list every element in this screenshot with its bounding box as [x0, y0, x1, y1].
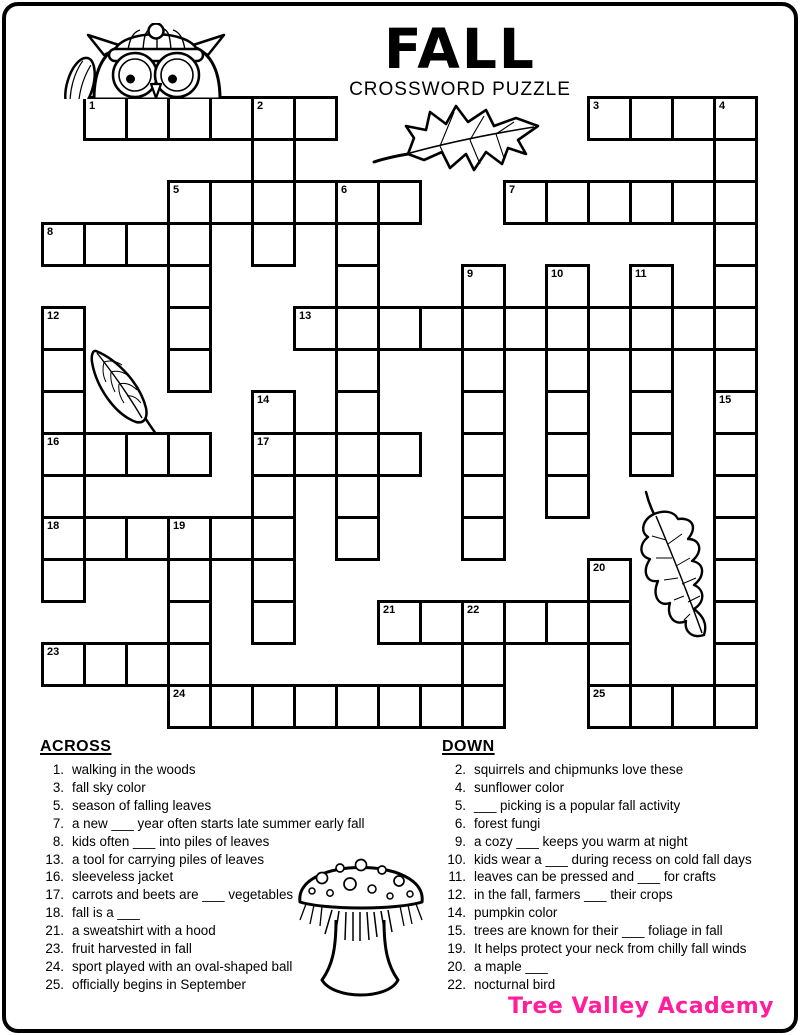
grid-cell[interactable] — [713, 348, 758, 393]
down-clue-list — [440, 761, 792, 994]
grid-cell[interactable] — [713, 516, 758, 561]
grid-cell[interactable] — [545, 306, 590, 351]
grid-cell[interactable] — [629, 684, 674, 729]
grid-cell[interactable] — [41, 222, 86, 267]
grid-cell[interactable] — [671, 180, 716, 225]
across-clue — [38, 904, 430, 922]
grid-cell[interactable] — [251, 180, 296, 225]
grid-cell[interactable] — [167, 684, 212, 729]
site-branding: Tree Valley Academy — [508, 994, 774, 1019]
grid-cell[interactable] — [83, 96, 128, 141]
page-title: FALL — [384, 17, 536, 81]
down-clue — [440, 833, 792, 851]
across-clue-list — [38, 761, 430, 994]
across-clue — [38, 779, 430, 797]
grid-cell[interactable] — [251, 432, 296, 477]
grid-cell[interactable] — [125, 222, 170, 267]
grid-cell[interactable] — [545, 264, 590, 309]
cell-number: 24 — [173, 688, 186, 700]
cell-number: 1 — [89, 100, 96, 112]
clue-number: 5. — [454, 797, 466, 813]
clue-number: 18. — [45, 905, 64, 921]
grid-cell[interactable] — [713, 264, 758, 309]
grid-cell[interactable] — [419, 306, 464, 351]
cell-number: 16 — [47, 436, 60, 448]
clue-text: officially begins in September — [72, 976, 246, 992]
grid-cell[interactable] — [587, 96, 632, 141]
grid-cell[interactable] — [167, 642, 212, 687]
clue-text: It helps protect your neck from chilly fall winds — [474, 941, 747, 957]
clue-number: 1. — [52, 762, 64, 777]
grid-cell[interactable] — [125, 516, 170, 561]
grid-cell[interactable] — [251, 600, 296, 645]
clue-text: a tool for carrying piles of leaves — [72, 851, 265, 867]
clue-number: 23. — [45, 941, 64, 957]
grid-cell[interactable] — [629, 264, 674, 309]
clue-text: kids wear a ___ during recess on cold fall days — [474, 851, 752, 867]
cell-number: 21 — [383, 604, 396, 616]
down-clue — [440, 797, 792, 815]
grid-cell[interactable] — [83, 432, 128, 477]
grid-cell[interactable] — [545, 180, 590, 225]
clue-text: nocturnal bird — [474, 976, 556, 992]
clue-text: walking in the woods — [72, 762, 196, 777]
grid-cell[interactable] — [335, 474, 380, 519]
clue-text: sleeveless jacket — [72, 869, 174, 885]
grid-cell[interactable] — [167, 264, 212, 309]
cell-number: 20 — [593, 562, 606, 574]
cell-number: 14 — [257, 394, 270, 406]
clue-text: fall sky color — [72, 779, 146, 795]
grid-cell[interactable] — [461, 600, 506, 645]
grid-cell[interactable] — [671, 96, 716, 141]
grid-cell[interactable] — [167, 516, 212, 561]
grid-cell[interactable] — [713, 642, 758, 687]
grid-cell[interactable] — [377, 306, 422, 351]
grid-cell[interactable] — [587, 558, 632, 603]
clue-number: 21. — [45, 923, 64, 939]
clue-number: 11. — [448, 869, 466, 885]
grid-cell[interactable] — [587, 600, 632, 645]
grid-cell[interactable] — [335, 180, 380, 225]
grid-cell[interactable] — [167, 432, 212, 477]
grid-cell[interactable] — [713, 180, 758, 225]
grid-cell[interactable] — [167, 96, 212, 141]
clue-number: 6. — [454, 815, 466, 831]
grid-cell[interactable] — [713, 558, 758, 603]
across-clue — [38, 976, 430, 994]
grid-cell[interactable] — [83, 516, 128, 561]
clue-text: season of falling leaves — [72, 797, 212, 813]
grid-cell[interactable] — [293, 432, 338, 477]
across-clue — [38, 958, 430, 976]
clue-text: a cozy ___ keeps you warm at night — [474, 833, 688, 849]
grid-cell[interactable] — [629, 432, 674, 477]
down-clue — [440, 958, 792, 976]
grid-cell[interactable] — [41, 348, 86, 393]
down-heading: DOWN — [442, 738, 495, 755]
page-subtitle: CROSSWORD PUZZLE — [349, 79, 571, 100]
grid-cell[interactable] — [503, 306, 548, 351]
grid-cell[interactable] — [671, 684, 716, 729]
cell-number: 13 — [299, 310, 312, 322]
clue-number: 5. — [52, 797, 64, 813]
clue-text: fruit harvested in fall — [72, 941, 192, 957]
clue-number: 25. — [45, 976, 64, 992]
grid-cell[interactable] — [335, 516, 380, 561]
grid-cell[interactable] — [377, 180, 422, 225]
grid-cell[interactable] — [251, 222, 296, 267]
grid-cell[interactable] — [545, 474, 590, 519]
grid-cell[interactable] — [713, 684, 758, 729]
grid-cell[interactable] — [461, 432, 506, 477]
grid-cell[interactable] — [713, 432, 758, 477]
clue-text: carrots and beets are ___ vegetables — [72, 887, 294, 903]
clue-number: 19. — [447, 941, 466, 957]
grid-cell[interactable] — [167, 306, 212, 351]
clue-number: 13. — [45, 851, 64, 867]
grid-cell[interactable] — [629, 306, 674, 351]
grid-cell[interactable] — [167, 180, 212, 225]
clue-text: kids often ___ into piles of leaves — [72, 833, 270, 849]
grid-cell[interactable] — [167, 348, 212, 393]
grid-cell[interactable] — [209, 96, 254, 141]
down-clue — [440, 886, 792, 904]
down-clue — [440, 851, 792, 869]
clue-text: a new ___ year often starts late summer early fall — [72, 815, 365, 831]
grid-cell[interactable] — [503, 180, 548, 225]
clue-text: in the fall, farmers ___ their crops — [474, 887, 673, 903]
oak-leaf-icon — [634, 490, 714, 642]
birch-leaf-icon — [84, 346, 172, 446]
down-clue — [440, 940, 792, 958]
clue-number: 4. — [454, 779, 466, 795]
cell-number: 17 — [257, 436, 270, 448]
grid-cell[interactable] — [251, 516, 296, 561]
grid-cell[interactable] — [461, 390, 506, 435]
grid-cell[interactable] — [545, 390, 590, 435]
grid-cell[interactable] — [293, 180, 338, 225]
grid-cell[interactable] — [125, 642, 170, 687]
grid-cell[interactable] — [41, 306, 86, 351]
grid-cell[interactable] — [713, 222, 758, 267]
grid-cell[interactable] — [293, 96, 338, 141]
cell-number: 19 — [173, 520, 186, 532]
clue-text: leaves can be pressed and ___ for crafts — [474, 869, 716, 885]
cell-number: 18 — [47, 520, 60, 532]
grid-cell[interactable] — [461, 264, 506, 309]
grid-cell[interactable] — [251, 96, 296, 141]
grid-cell[interactable] — [335, 348, 380, 393]
grid-cell[interactable] — [335, 432, 380, 477]
down-clue — [440, 868, 792, 886]
grid-cell[interactable] — [587, 306, 632, 351]
grid-cell[interactable] — [251, 474, 296, 519]
across-clue — [38, 922, 430, 940]
grid-cell[interactable] — [335, 390, 380, 435]
across-clue — [38, 761, 430, 779]
cell-number: 6 — [341, 184, 348, 196]
down-clues-section — [440, 738, 792, 994]
grid-cell[interactable] — [461, 348, 506, 393]
clue-number: 10. — [447, 851, 466, 867]
across-clues-section — [38, 738, 430, 994]
grid-cell[interactable] — [209, 684, 254, 729]
grid-cell[interactable] — [251, 138, 296, 183]
grid-cell[interactable] — [587, 684, 632, 729]
clue-number: 17. — [45, 887, 64, 903]
clue-number: 15. — [447, 923, 466, 939]
across-heading: ACROSS — [40, 738, 112, 755]
grid-cell[interactable] — [293, 684, 338, 729]
owl-in-beanie-icon — [56, 23, 256, 99]
clue-number: 24. — [45, 958, 64, 974]
grid-cell[interactable] — [335, 264, 380, 309]
grid-cell[interactable] — [713, 306, 758, 351]
clue-number: 16. — [45, 869, 64, 885]
grid-cell[interactable] — [461, 684, 506, 729]
grid-cell[interactable] — [713, 138, 758, 183]
cell-number: 2 — [257, 100, 264, 112]
grid-cell[interactable] — [419, 600, 464, 645]
cell-number: 23 — [47, 646, 60, 658]
across-clue — [38, 797, 430, 815]
cell-number: 7 — [509, 184, 516, 196]
grid-cell[interactable] — [41, 516, 86, 561]
clue-text: a maple ___ — [474, 958, 548, 974]
grid-cell[interactable] — [419, 684, 464, 729]
grid-cell[interactable] — [713, 600, 758, 645]
grid-cell[interactable] — [41, 474, 86, 519]
grid-cell[interactable] — [293, 306, 338, 351]
down-clue — [440, 904, 792, 922]
clue-number: 3. — [52, 779, 64, 795]
grid-cell[interactable] — [713, 96, 758, 141]
grid-cell[interactable] — [377, 684, 422, 729]
grid-cell[interactable] — [83, 222, 128, 267]
grid-cell[interactable] — [83, 642, 128, 687]
across-clue — [38, 833, 430, 851]
clue-text: forest fungi — [474, 815, 541, 831]
grid-cell[interactable] — [587, 180, 632, 225]
clue-number: 12. — [447, 887, 466, 903]
clue-text: trees are known for their ___ foliage in fall — [474, 923, 723, 939]
down-clue — [440, 761, 792, 779]
cell-number: 25 — [593, 688, 606, 700]
grid-cell[interactable] — [671, 306, 716, 351]
grid-cell[interactable] — [41, 390, 86, 435]
across-clue — [38, 815, 430, 833]
cell-number: 12 — [47, 310, 60, 322]
grid-cell[interactable] — [545, 600, 590, 645]
grid-cell[interactable] — [125, 432, 170, 477]
cell-number: 22 — [467, 604, 480, 616]
grid-cell[interactable] — [713, 474, 758, 519]
down-clue — [440, 815, 792, 833]
clue-text: sport played with an oval-shaped ball — [72, 958, 293, 974]
grid-cell[interactable] — [335, 222, 380, 267]
clue-number: 22. — [447, 976, 466, 992]
across-clue — [38, 940, 430, 958]
grid-cell[interactable] — [587, 642, 632, 687]
cell-number: 3 — [593, 100, 600, 112]
down-clue — [440, 779, 792, 797]
grid-cell[interactable] — [461, 516, 506, 561]
clue-number: 8. — [52, 833, 64, 849]
down-clue — [440, 976, 792, 994]
grid-cell[interactable] — [251, 390, 296, 435]
grid-cell[interactable] — [377, 432, 422, 477]
grid-cell[interactable] — [461, 642, 506, 687]
cell-number: 10 — [551, 268, 564, 280]
grid-cell[interactable] — [545, 348, 590, 393]
grid-cell[interactable] — [629, 180, 674, 225]
cell-number: 8 — [47, 226, 54, 238]
grid-cell[interactable] — [377, 600, 422, 645]
across-clue — [38, 851, 430, 869]
cell-number: 9 — [467, 268, 474, 280]
cell-number: 11 — [635, 268, 647, 280]
grid-cell[interactable] — [629, 348, 674, 393]
grid-cell[interactable] — [167, 600, 212, 645]
grid-cell[interactable] — [167, 558, 212, 603]
grid-cell[interactable] — [335, 306, 380, 351]
down-clue — [440, 922, 792, 940]
clue-number: 7. — [52, 815, 64, 831]
across-clue — [38, 886, 430, 904]
grid-cell[interactable] — [503, 600, 548, 645]
grid-cell[interactable] — [41, 558, 86, 603]
grid-cell[interactable] — [629, 96, 674, 141]
grid-cell[interactable] — [545, 432, 590, 477]
grid-cell[interactable] — [461, 474, 506, 519]
across-clue — [38, 868, 430, 886]
cell-number: 15 — [719, 394, 732, 406]
clue-text: pumpkin color — [474, 905, 558, 921]
grid-cell[interactable] — [629, 390, 674, 435]
cell-number: 5 — [173, 184, 180, 196]
grid-cell[interactable] — [251, 684, 296, 729]
grid-cell[interactable] — [41, 432, 86, 477]
cell-number: 4 — [719, 100, 726, 112]
clue-text: fall is a ___ — [72, 905, 140, 921]
clue-text: squirrels and chipmunks love these — [474, 762, 684, 777]
grid-cell[interactable] — [713, 390, 758, 435]
clue-number: 20. — [447, 958, 466, 974]
clue-text: sunflower color — [474, 779, 565, 795]
clue-number: 14. — [447, 905, 466, 921]
clue-text: a sweatshirt with a hood — [72, 923, 216, 939]
grid-cell[interactable] — [125, 96, 170, 141]
clue-number: 9. — [454, 833, 466, 849]
grid-cell[interactable] — [335, 684, 380, 729]
grid-cell[interactable] — [251, 558, 296, 603]
grid-cell[interactable] — [209, 180, 254, 225]
grid-cell[interactable] — [209, 516, 254, 561]
grid-cell[interactable] — [167, 222, 212, 267]
grid-cell[interactable] — [461, 306, 506, 351]
clue-number: 2. — [454, 762, 466, 777]
clue-text: ___ picking is a popular fall activity — [474, 797, 681, 813]
grid-cell[interactable] — [41, 642, 86, 687]
